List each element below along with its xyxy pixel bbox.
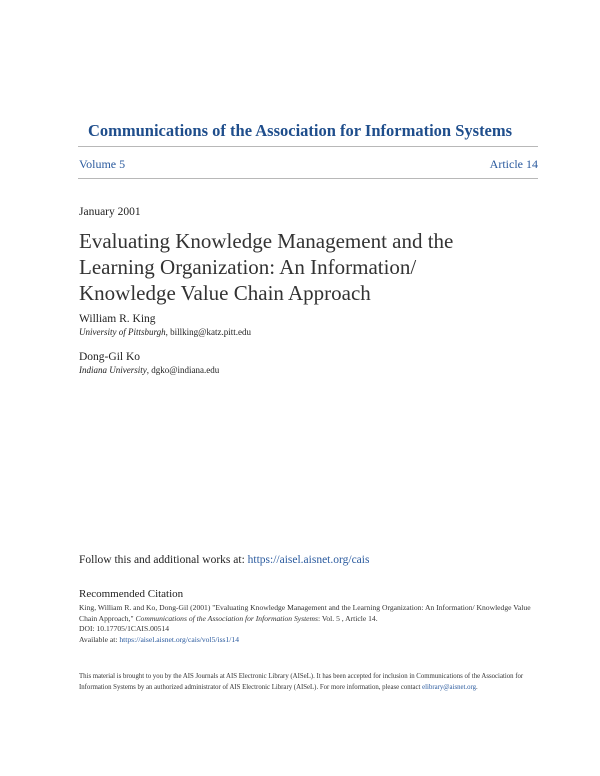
header-rule-bottom: [78, 178, 538, 179]
title-line-3: Knowledge Value Chain Approach: [79, 281, 371, 305]
recommended-citation-heading: Recommended Citation: [79, 588, 184, 600]
author-block-1: [79, 313, 251, 337]
author-affiliation: [79, 327, 251, 337]
citation-block: [79, 603, 539, 645]
article-link[interactable]: Article 14: [489, 157, 538, 171]
author-institution: Indiana University: [79, 365, 147, 375]
publication-date: January 2001: [79, 206, 141, 218]
paper-title: [79, 228, 549, 306]
author-affiliation: [79, 365, 219, 375]
author-email: , dgko@indiana.edu: [146, 365, 220, 375]
header-rule-top: [78, 146, 538, 147]
volume-link[interactable]: Volume 5: [79, 157, 126, 171]
journal-title[interactable]: Communications of the Association for Information Systems: [87, 121, 513, 140]
citation-journal: Communications of the Association for Information Systems: [135, 613, 318, 623]
title-line-1: Evaluating Knowledge Management and the: [79, 229, 454, 253]
author-name[interactable]: Dong-Gil Ko: [79, 351, 141, 363]
citation-text: King, William R. and Ko, Dong-Gil (2001) "Evaluating Knowledge Management and the Learning Organization: An Information/ Knowledge Value Chain Approach,": [79, 603, 531, 623]
citation-volume: : Vol. 5 , Article 14.: [318, 613, 378, 623]
title-line-2: Learning Organization: An Information/: [79, 255, 417, 279]
notice-end: .: [476, 683, 478, 691]
available-link[interactable]: https://aisel.aisnet.org/cais/vol5/iss1/14: [119, 634, 240, 644]
follow-line: [79, 554, 369, 566]
follow-text: Follow this and additional works at:: [79, 554, 248, 566]
author-block-2: [79, 351, 219, 375]
available-label: Available at:: [79, 634, 120, 644]
contact-email-link[interactable]: elibrary@aisnet.org: [422, 683, 477, 691]
citation-doi: DOI: 10.17705/1CAIS.00514: [79, 624, 170, 633]
author-institution: University of Pittsburgh: [79, 327, 166, 337]
author-email: , billking@katz.pitt.edu: [165, 327, 251, 337]
repository-notice: [79, 672, 544, 693]
follow-link[interactable]: https://aisel.aisnet.org/cais: [247, 554, 370, 566]
notice-text: This material is brought to you by the AIS Journals at AIS Electronic Library (AISeL). It has been accepted for inclusion in Communications of the Association for Information Systems by an authorized administrator of AIS Electronic Library (AISeL). For more information, please contact: [79, 673, 524, 691]
author-name[interactable]: William R. King: [79, 313, 156, 325]
